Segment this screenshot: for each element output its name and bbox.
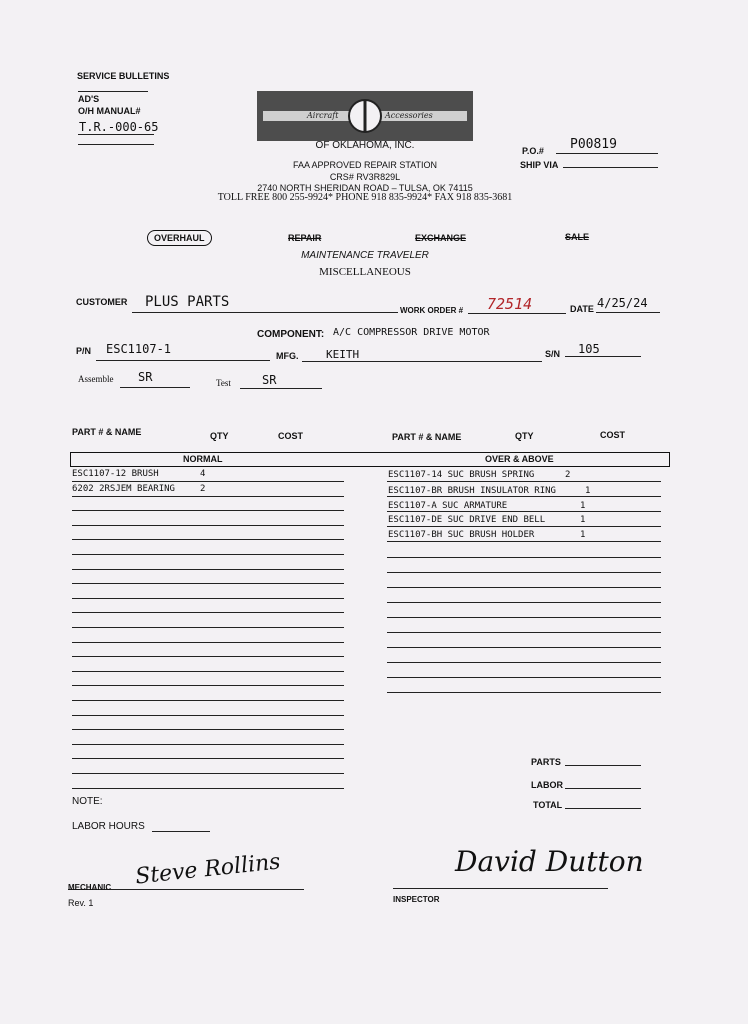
normal-row-line[interactable] [72, 496, 344, 497]
normal-row-line[interactable] [72, 612, 344, 613]
mfg-label: MFG. [276, 351, 299, 361]
over-above-row-line[interactable] [387, 662, 661, 663]
normal-row-line[interactable] [72, 598, 344, 599]
mechanic-label: MECHANIC [68, 883, 112, 892]
normal-row-2-part[interactable]: 6202 2RSJEM BEARING [72, 484, 175, 494]
repair-option[interactable]: REPAIR [288, 233, 322, 243]
logo-text-right: Accessories [385, 111, 433, 120]
over-above-title: OVER & ABOVE [485, 454, 554, 464]
customer-value[interactable]: PLUS PARTS [145, 294, 230, 310]
normal-row-line[interactable] [72, 510, 344, 511]
right-cost-header: COST [600, 430, 626, 440]
over-row-2-qty[interactable]: 1 [585, 486, 591, 496]
over-above-row-line[interactable] [387, 617, 661, 618]
mfg-value[interactable]: KEITH [326, 348, 360, 361]
crs-number: CRS# RV3R829L [329, 172, 401, 182]
over-above-row-line[interactable] [387, 647, 661, 648]
left-part-header: PART # & NAME [72, 427, 142, 437]
normal-row-line[interactable] [72, 627, 344, 628]
component-value[interactable]: A/C COMPRESSOR DRIVE MOTOR [333, 327, 490, 338]
test-label: Test [216, 378, 231, 388]
normal-row-line[interactable] [72, 569, 344, 570]
normal-row-line[interactable] [72, 685, 344, 686]
over-row-5-qty[interactable]: 1 [580, 530, 586, 540]
service-bulletins-label: SERVICE BULLETINS [77, 71, 170, 81]
over-above-row-line[interactable] [387, 557, 661, 558]
normal-row-line[interactable] [72, 642, 344, 643]
company-phones: TOLL FREE 800 255-9924* PHONE 918 835-9924* FAX 918 835-3681 [217, 192, 513, 203]
left-cost-header: COST [278, 431, 304, 441]
normal-row-2-qty[interactable]: 2 [200, 484, 206, 494]
normal-row-line[interactable] [72, 788, 344, 789]
revision-label: Rev. 1 [68, 898, 94, 908]
assemble-label: Assemble [78, 374, 114, 384]
over-row-4-qty[interactable]: 1 [580, 515, 586, 525]
ship-via-label: SHIP VIA [520, 160, 559, 170]
oh-manual-value: T.R.-000-65 [79, 120, 159, 134]
labor-total-field[interactable] [565, 788, 641, 789]
normal-title: NORMAL [183, 454, 223, 464]
wings-icon [257, 91, 473, 141]
date-underline [596, 312, 660, 313]
left-qty-header: QTY [210, 431, 229, 441]
company-name: OF OKLAHOMA, INC. [315, 140, 415, 151]
sn-underline [565, 356, 641, 357]
pn-underline [96, 360, 270, 361]
overhaul-option[interactable]: OVERHAUL [147, 230, 212, 246]
over-row-1-qty[interactable]: 2 [565, 470, 571, 480]
labor-total-label: LABOR [531, 780, 563, 790]
sale-option[interactable]: SALE [565, 232, 590, 242]
normal-row-line[interactable] [72, 773, 344, 774]
pn-value[interactable]: ESC1107-1 [106, 342, 172, 356]
oh-manual-underline [78, 134, 154, 135]
normal-row-line[interactable] [72, 715, 344, 716]
normal-row-line[interactable] [72, 554, 344, 555]
right-part-header: PART # & NAME [392, 432, 462, 442]
over-above-row-line[interactable] [387, 481, 661, 482]
normal-row-line[interactable] [72, 539, 344, 540]
customer-label: CUSTOMER [76, 297, 128, 307]
date-label: DATE [570, 304, 594, 314]
over-above-row-line[interactable] [387, 511, 661, 512]
form-subtitle: MISCELLANEOUS [319, 266, 411, 278]
over-above-row-line[interactable] [387, 632, 661, 633]
normal-row-line[interactable] [72, 481, 344, 482]
exchange-option[interactable]: EXCHANGE [415, 233, 467, 243]
labor-hours-label: LABOR HOURS [72, 821, 145, 832]
right-qty-header: QTY [515, 431, 534, 441]
po-value: P00819 [570, 137, 617, 152]
ads-underline [78, 91, 148, 92]
normal-row-line[interactable] [72, 758, 344, 759]
parts-total-field[interactable] [565, 765, 641, 766]
over-row-1-part[interactable]: ESC1107-14 SUC BRUSH SPRING [388, 470, 535, 480]
work-order-underline [468, 313, 566, 314]
over-row-3-part[interactable]: ESC1107-A SUC ARMATURE [388, 501, 508, 511]
normal-row-line[interactable] [72, 700, 344, 701]
normal-row-line[interactable] [72, 525, 344, 526]
inspector-signature-line [393, 888, 608, 889]
over-above-row-line[interactable] [387, 541, 661, 542]
assemble-underline [120, 387, 190, 388]
normal-row-1-part[interactable]: ESC1107-12 BRUSH [72, 469, 159, 479]
customer-underline [132, 312, 398, 313]
sn-value[interactable]: 105 [578, 342, 600, 356]
normal-row-line[interactable] [72, 744, 344, 745]
over-above-row-line[interactable] [387, 496, 661, 497]
test-underline [240, 388, 322, 389]
component-label: COMPONENT: [257, 329, 325, 340]
inspector-signature: David Dutton [455, 845, 644, 878]
grand-total-label: TOTAL [533, 800, 563, 810]
po-label: P.O.# [522, 146, 544, 156]
ads-label: AD'S [78, 94, 100, 104]
note-label: NOTE: [72, 796, 103, 807]
repair-station: FAA APPROVED REPAIR STATION [292, 160, 438, 170]
inspector-label: INSPECTOR [393, 895, 440, 904]
work-order-label: WORK ORDER # [400, 306, 464, 315]
over-above-row-line[interactable] [387, 526, 661, 527]
normal-row-line[interactable] [72, 583, 344, 584]
normal-row-1-qty[interactable]: 4 [200, 469, 206, 479]
over-row-4-part[interactable]: ESC1107-DE SUC DRIVE END BELL [388, 515, 546, 525]
pn-label: P/N [76, 346, 92, 356]
sn-label: S/N [545, 349, 561, 359]
over-above-row-line[interactable] [387, 572, 661, 573]
mechanic-signature: Steve Rollins [134, 849, 282, 890]
oh-manual-underline-2 [78, 144, 154, 145]
labor-hours-field[interactable] [152, 831, 210, 832]
ship-via-underline [563, 167, 658, 168]
assemble-value[interactable]: SR [138, 370, 153, 384]
oh-manual-label: O/H MANUAL# [78, 106, 141, 116]
logo-text-left: Aircraft [307, 111, 339, 120]
grand-total-field[interactable] [565, 808, 641, 809]
over-above-row-line[interactable] [387, 587, 661, 588]
normal-row-line[interactable] [72, 729, 344, 730]
over-row-5-part[interactable]: ESC1107-BH SUC BRUSH HOLDER [388, 530, 535, 540]
po-underline [556, 153, 658, 154]
normal-row-line[interactable] [72, 656, 344, 657]
company-address: 2740 NORTH SHERIDAN ROAD – TULSA, OK 74115 [257, 183, 473, 193]
normal-row-line[interactable] [72, 671, 344, 672]
section-title-bar [70, 452, 670, 467]
over-row-2-part[interactable]: ESC1107-BR BRUSH INSULATOR RING [388, 486, 556, 496]
mfg-underline [302, 361, 542, 362]
over-above-row-line[interactable] [387, 602, 661, 603]
over-above-row-line[interactable] [387, 692, 661, 693]
test-value[interactable]: SR [262, 373, 277, 387]
company-logo [257, 91, 473, 141]
date-value[interactable]: 4/25/24 [597, 296, 648, 310]
over-above-row-line[interactable] [387, 677, 661, 678]
parts-total-label: PARTS [531, 757, 561, 767]
form-title: MAINTENANCE TRAVELER [301, 250, 429, 261]
over-row-3-qty[interactable]: 1 [580, 501, 586, 511]
work-order-value[interactable]: 72514 [487, 295, 533, 313]
